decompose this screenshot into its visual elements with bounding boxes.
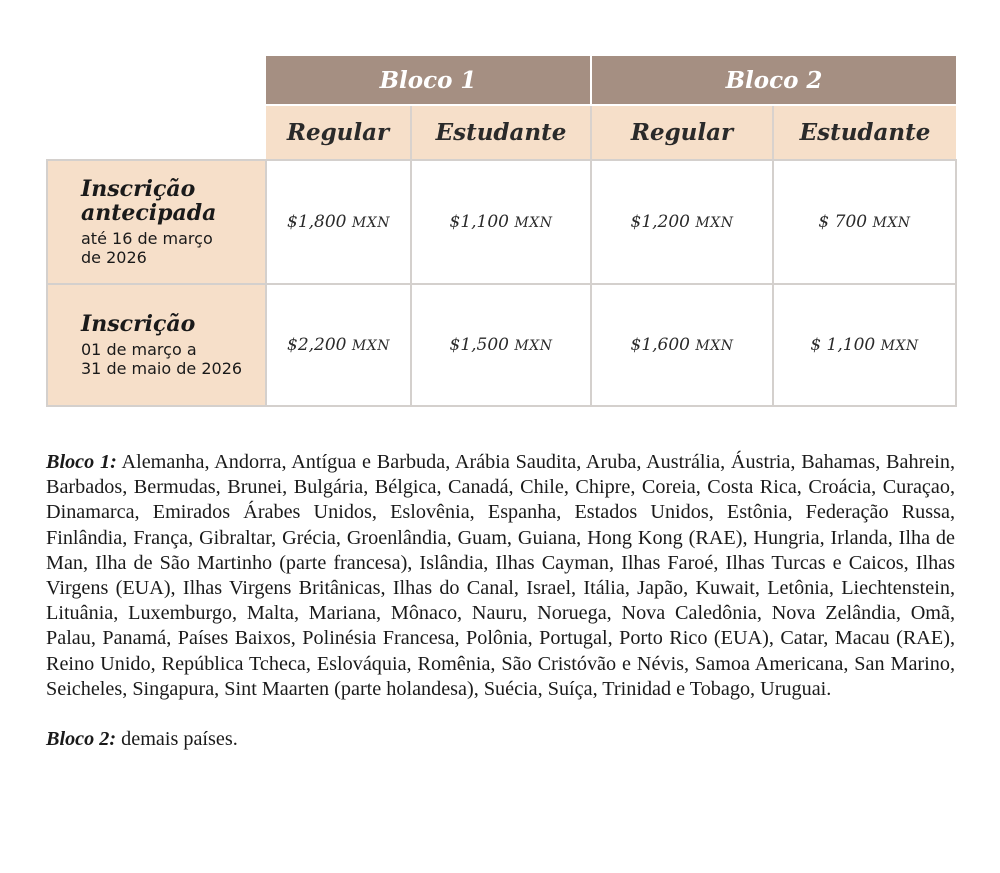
price-amount: $ 700 <box>818 212 868 232</box>
regular-registration-label <box>47 284 266 406</box>
row-period-line2: de 2026 <box>81 248 147 267</box>
pricing-table <box>46 56 957 407</box>
row-period-line1: até 16 de março <box>81 229 213 248</box>
price-cell <box>266 284 411 406</box>
row-period <box>81 340 265 378</box>
price-cell <box>591 160 773 284</box>
block-2-note-label: Bloco 2: <box>46 728 117 751</box>
price-amount: $1,600 <box>630 335 690 355</box>
block-1-student-header: Estudante <box>411 105 591 160</box>
early-registration-row <box>47 160 956 284</box>
price-amount: $1,200 <box>630 212 690 232</box>
block-2-student-header: Estudante <box>773 105 956 160</box>
regular-registration-row <box>47 284 956 406</box>
price-cell <box>773 284 956 406</box>
block-1-country-list: Alemanha, Andorra, Antígua e Barbuda, Arábia Saudita, Aruba, Austrália, Áustria, Bahamas, Bahrein, Barbados, Bermudas, Brunei, Bulgária, Bélgica, Canadá, Chile, Chipre, Coreia, Costa Rica, Croácia, Curaçao, Dinamarca, Emirados Árabes Unidos, Eslovênia, Espanha, Estados Unidos, Estônia, Federação Russa, Finlândia, França, Gibraltar, Grécia, Groenlândia, Guam, Guiana, Hong Kong (RAE), Hungria, Irlanda, Ilha de Man, Ilha de São Martinho (parte francesa), Islândia, Ilhas Cayman, Ilhas Faroé, Ilhas Turcas e Caicos, Ilhas Virgens (EUA), Ilhas Virgens Britânicas, Ilhas do Canal, Israel, Itália, Japão, Kuwait, Letônia, Liechtenstein, Lituânia, Luxemburgo, Malta, Mariana, Mônaco, Nauru, Noruega, Nova Caledônia, Nova Zelândia, Omã, Palau, Panamá, Países Baixos, Polinésia Francesa, Polônia, Portugal, Porto Rico (EUA), Catar, Macau (RAE), Reino Unido, República Tcheca, Eslováquia, Romênia, São Cristóvão e Névis, Samoa Americana, San Marino, Seicheles, Singapura, Sint Maarten (parte holandesa), Suécia, Suíça, Trinidad e Tobago, Uruguai. <box>46 451 955 700</box>
price-cell <box>266 160 411 284</box>
row-period-line2: 31 de maio de 2026 <box>81 359 243 378</box>
block-1-header: Bloco 1 <box>266 56 591 105</box>
row-title: Inscrição <box>81 311 196 337</box>
block-2-note <box>46 727 955 752</box>
price-currency: MXN <box>872 215 911 231</box>
price-amount: $1,100 <box>449 212 509 232</box>
price-currency: MXN <box>514 338 553 354</box>
price-amount: $1,500 <box>449 335 509 355</box>
price-currency: MXN <box>351 338 390 354</box>
block-header-row <box>47 56 956 105</box>
row-period-line1: 01 de março a <box>81 340 197 359</box>
price-cell <box>773 160 956 284</box>
row-title-continued: antecipada <box>81 200 217 226</box>
price-currency: MXN <box>514 215 553 231</box>
block-1-regular-header: Regular <box>266 105 411 160</box>
price-cell <box>411 160 591 284</box>
block-1-note <box>46 450 955 702</box>
price-cell <box>411 284 591 406</box>
price-currency: MXN <box>351 215 390 231</box>
price-currency: MXN <box>695 338 734 354</box>
price-currency: MXN <box>880 338 919 354</box>
price-currency: MXN <box>695 215 734 231</box>
block-2-country-list: demais países. <box>121 728 238 751</box>
table-corner <box>47 56 266 160</box>
country-blocks-notes <box>46 450 955 752</box>
block-1-note-label: Bloco 1: <box>46 451 117 473</box>
price-cell <box>591 284 773 406</box>
price-amount: $2,200 <box>287 335 347 355</box>
price-amount: $1,800 <box>287 212 347 232</box>
early-registration-label <box>47 160 266 284</box>
row-title: Inscrição <box>81 176 196 202</box>
row-period <box>81 229 265 267</box>
block-2-regular-header: Regular <box>591 105 773 160</box>
block-2-header: Bloco 2 <box>591 56 956 105</box>
price-amount: $ 1,100 <box>810 335 876 355</box>
